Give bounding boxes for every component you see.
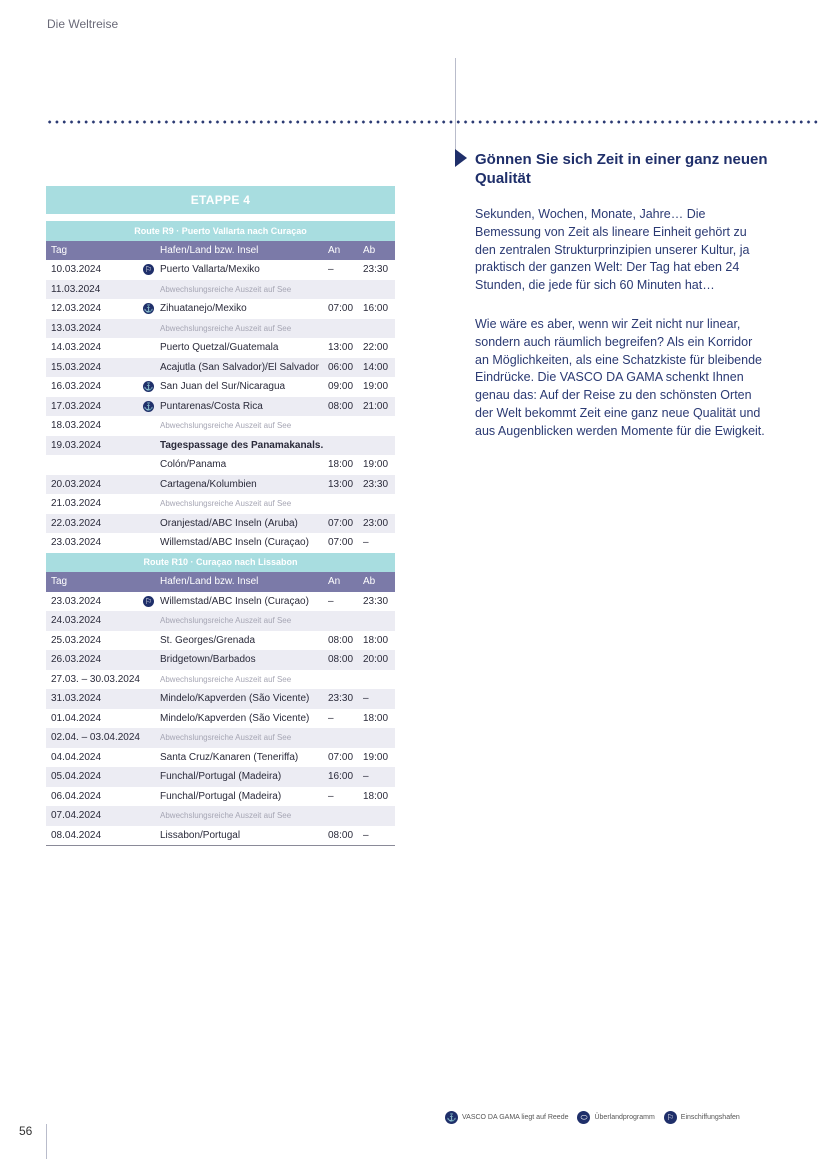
table-row — [46, 748, 395, 768]
row-departure: 19:00 — [363, 751, 389, 763]
table-row — [46, 709, 395, 729]
table-row — [46, 787, 395, 807]
row-date: 31.03.2024 — [51, 693, 102, 705]
row-port: Bridgetown/Barbados — [160, 654, 256, 666]
table-gap — [46, 214, 395, 221]
row-departure: 23:00 — [363, 517, 389, 529]
column-divider — [455, 58, 456, 158]
table-row — [46, 494, 395, 514]
row-date: 23.03.2024 — [51, 537, 102, 549]
embarkation-port-icon: ⚐ — [144, 265, 153, 274]
row-port: St. Georges/Grenada — [160, 634, 256, 646]
legend — [445, 1111, 749, 1124]
row-arrival: – — [328, 264, 334, 276]
bus-icon: ⬭ — [577, 1111, 590, 1124]
row-date: 19.03.2024 — [51, 439, 102, 451]
table-row — [46, 650, 395, 670]
table-row — [46, 514, 395, 534]
row-departure: 22:00 — [363, 342, 389, 354]
row-port: Colón/Panama — [160, 459, 227, 471]
page-number: 56 — [19, 1124, 33, 1138]
row-port: Funchal/Portugal (Madeira) — [160, 771, 282, 783]
row-arrival: 08:00 — [328, 634, 354, 646]
row-date: 06.04.2024 — [51, 790, 102, 802]
table-row — [46, 592, 395, 612]
row-port: Willemstad/ABC Inseln (Curaçao) — [160, 537, 309, 549]
row-date: 20.03.2024 — [51, 478, 102, 490]
row-departure: 18:00 — [363, 712, 389, 724]
table-row — [46, 533, 395, 553]
table-row — [46, 631, 395, 651]
sea-day-note: Abwechslungsreiche Auszeit auf See — [160, 811, 292, 821]
row-arrival: 07:00 — [328, 751, 354, 763]
table-row — [46, 728, 395, 748]
row-departure: – — [363, 771, 369, 783]
table-row — [46, 826, 395, 846]
row-port: Funchal/Portugal (Madeira) — [160, 790, 282, 802]
row-port: Santa Cruz/Kanaren (Teneriffa) — [160, 751, 299, 763]
legend-label: Einschiffungshafen — [680, 1114, 740, 1121]
header-arrival: An — [328, 576, 341, 588]
table-row — [46, 455, 395, 475]
row-arrival: 07:00 — [328, 537, 354, 549]
table-row — [46, 436, 395, 456]
row-departure: 14:00 — [363, 361, 389, 373]
row-arrival: 09:00 — [328, 381, 354, 393]
row-date: 27.03. – 30.03.2024 — [51, 673, 140, 685]
anchor-icon: ⚓ — [446, 1113, 457, 1122]
table-row — [46, 689, 395, 709]
row-arrival: – — [328, 712, 334, 724]
row-date: 24.03.2024 — [51, 615, 102, 627]
table-row — [46, 358, 395, 378]
table-row — [46, 806, 395, 826]
row-date: 17.03.2024 — [51, 400, 102, 412]
row-arrival: 07:00 — [328, 517, 354, 529]
legend-label: Überlandprogramm — [594, 1114, 655, 1121]
sea-day-note: Abwechslungsreiche Auszeit auf See — [160, 421, 292, 431]
heading-arrow-icon — [455, 149, 467, 167]
row-departure: 18:00 — [363, 634, 389, 646]
sea-day-note: Abwechslungsreiche Auszeit auf See — [160, 733, 292, 743]
table-header-row — [46, 572, 395, 592]
table-header-row — [46, 241, 395, 261]
row-date: 02.04. – 03.04.2024 — [51, 732, 140, 744]
sea-day-note: Abwechslungsreiche Auszeit auf See — [160, 323, 292, 333]
row-port: Mindelo/Kapverden (São Vicente) — [160, 712, 310, 724]
footer-divider — [46, 1124, 47, 1159]
row-departure: – — [363, 537, 369, 549]
row-port: Zihuatanejo/Mexiko — [160, 303, 247, 315]
row-date: 22.03.2024 — [51, 517, 102, 529]
article-paragraph: Wie wäre es aber, wenn wir Zeit nicht nur linear, sondern auch räumlich begreifen? Als ein Korridor an Möglichkeiten, als eine Schatzkiste für bleibende Eindrücke. Die VASCO DA GAMA schenkt Ihnen genau das: Auf der Reise zu den schönsten Orten der Welt bekommt Zeit eine ganz neue Qualität und aus Augenblicken werden Momente für die Ewigkeit. — [475, 317, 765, 438]
row-departure: 19:00 — [363, 381, 389, 393]
row-departure: 20:00 — [363, 654, 389, 666]
anchor-icon: ⚓ — [143, 304, 154, 313]
row-departure: 23:30 — [363, 478, 389, 490]
table-row — [46, 280, 395, 300]
row-port: San Juan del Sur/Nicaragua — [160, 381, 286, 393]
row-departure: – — [363, 693, 369, 705]
row-departure: 21:00 — [363, 400, 389, 412]
row-arrival: – — [328, 595, 334, 607]
row-port: Acajutla (San Salvador)/El Salvador — [160, 361, 319, 373]
row-port: Mindelo/Kapverden (São Vicente) — [160, 693, 310, 705]
embarkation-port-icon: ⚐ — [144, 596, 153, 606]
table-bottom-rule — [46, 845, 395, 846]
row-arrival: 08:00 — [328, 400, 354, 412]
row-arrival: 23:30 — [328, 693, 354, 705]
row-date: 16.03.2024 — [51, 381, 102, 393]
row-departure: 23:30 — [363, 264, 389, 276]
row-date: 05.04.2024 — [51, 771, 102, 783]
header-arrival: An — [328, 244, 341, 256]
table-row — [46, 299, 395, 319]
row-date: 23.03.2024 — [51, 595, 102, 607]
row-arrival: 08:00 — [328, 829, 354, 841]
row-port: Puerto Quetzal/Guatemala — [160, 342, 279, 354]
article-heading: Gönnen Sie sich Zeit in einer ganz neuen Qualität — [475, 151, 768, 187]
table-row — [46, 670, 395, 690]
anchor-icon: ⚓ — [143, 401, 154, 411]
row-date: 25.03.2024 — [51, 634, 102, 646]
stage-title: ETAPPE 4 — [46, 186, 395, 214]
legend-item — [664, 1111, 740, 1124]
row-date: 01.04.2024 — [51, 712, 102, 724]
row-departure: 16:00 — [363, 303, 389, 315]
row-port: Puerto Vallarta/Mexiko — [160, 264, 260, 276]
embarkation-port-icon: ⚐ — [664, 1111, 677, 1124]
table-row — [46, 475, 395, 495]
row-date: 15.03.2024 — [51, 361, 102, 373]
row-arrival: 07:00 — [328, 303, 354, 315]
row-departure: 19:00 — [363, 459, 389, 471]
running-head: Die Weltreise — [47, 17, 119, 31]
row-date: 04.04.2024 — [51, 751, 102, 763]
row-port: Puntarenas/Costa Rica — [160, 400, 263, 412]
row-departure: – — [363, 829, 369, 841]
row-arrival: 13:00 — [328, 478, 354, 490]
table-row — [46, 260, 395, 280]
row-arrival: – — [328, 790, 334, 802]
header-day: Tag — [51, 244, 68, 256]
row-date: 13.03.2024 — [51, 322, 102, 334]
sea-day-note: Abwechslungsreiche Auszeit auf See — [160, 674, 292, 684]
row-port: Tagespassage des Panamakanals. — [160, 439, 324, 451]
row-arrival: 08:00 — [328, 654, 354, 666]
legend-label: VASCO DA GAMA liegt auf Reede — [462, 1114, 569, 1121]
table-row — [46, 611, 395, 631]
row-date: 14.03.2024 — [51, 342, 102, 354]
route-title: Route R10 · Curaçao nach Lissabon — [46, 553, 395, 573]
row-date: 21.03.2024 — [51, 498, 102, 510]
row-arrival: 13:00 — [328, 342, 354, 354]
itinerary-table — [46, 186, 395, 846]
anchor-icon: ⚓ — [143, 382, 154, 391]
sea-day-note: Abwechslungsreiche Auszeit auf See — [160, 616, 292, 626]
dotted-separator — [46, 120, 820, 124]
row-port: Willemstad/ABC Inseln (Curaçao) — [160, 595, 309, 607]
legend-item — [445, 1111, 568, 1124]
row-departure: 18:00 — [363, 790, 389, 802]
row-port: Cartagena/Kolumbien — [160, 478, 257, 490]
header-day: Tag — [51, 576, 68, 588]
header-departure: Ab — [363, 244, 376, 256]
row-arrival: 18:00 — [328, 459, 354, 471]
route-title: Route R9 · Puerto Vallarta nach Curaçao — [46, 221, 395, 241]
row-date: 26.03.2024 — [51, 654, 102, 666]
row-date: 07.04.2024 — [51, 810, 102, 822]
article-paragraph: Sekunden, Wochen, Monate, Jahre… Die Bemessung von Zeit als lineare Einheit gehört zu den zentralen Strukturprinzipien unserer Kultur, ja praktisch der ganzen Welt: Der Tag hat eben 24 Stunden, die jede für sich 60 Minuten hat… — [475, 207, 750, 293]
row-port: Oranjestad/ABC Inseln (Aruba) — [160, 517, 298, 529]
table-row — [46, 397, 395, 417]
row-date: 12.03.2024 — [51, 303, 102, 315]
row-port: Lissabon/Portugal — [160, 829, 241, 841]
row-departure: 23:30 — [363, 595, 389, 607]
legend-item — [577, 1111, 654, 1124]
table-row — [46, 338, 395, 358]
table-row — [46, 416, 395, 436]
header-port: Hafen/Land bzw. Insel — [160, 576, 259, 588]
sea-day-note: Abwechslungsreiche Auszeit auf See — [160, 284, 292, 294]
sea-day-note: Abwechslungsreiche Auszeit auf See — [160, 499, 292, 509]
table-row — [46, 377, 395, 397]
row-arrival: 06:00 — [328, 361, 354, 373]
header-departure: Ab — [363, 576, 376, 588]
table-row — [46, 319, 395, 339]
row-arrival: 16:00 — [328, 771, 354, 783]
header-port: Hafen/Land bzw. Insel — [160, 244, 259, 256]
row-date: 10.03.2024 — [51, 264, 102, 276]
table-row — [46, 767, 395, 787]
row-date: 11.03.2024 — [51, 283, 101, 295]
row-date: 08.04.2024 — [51, 829, 102, 841]
row-date: 18.03.2024 — [51, 420, 102, 432]
